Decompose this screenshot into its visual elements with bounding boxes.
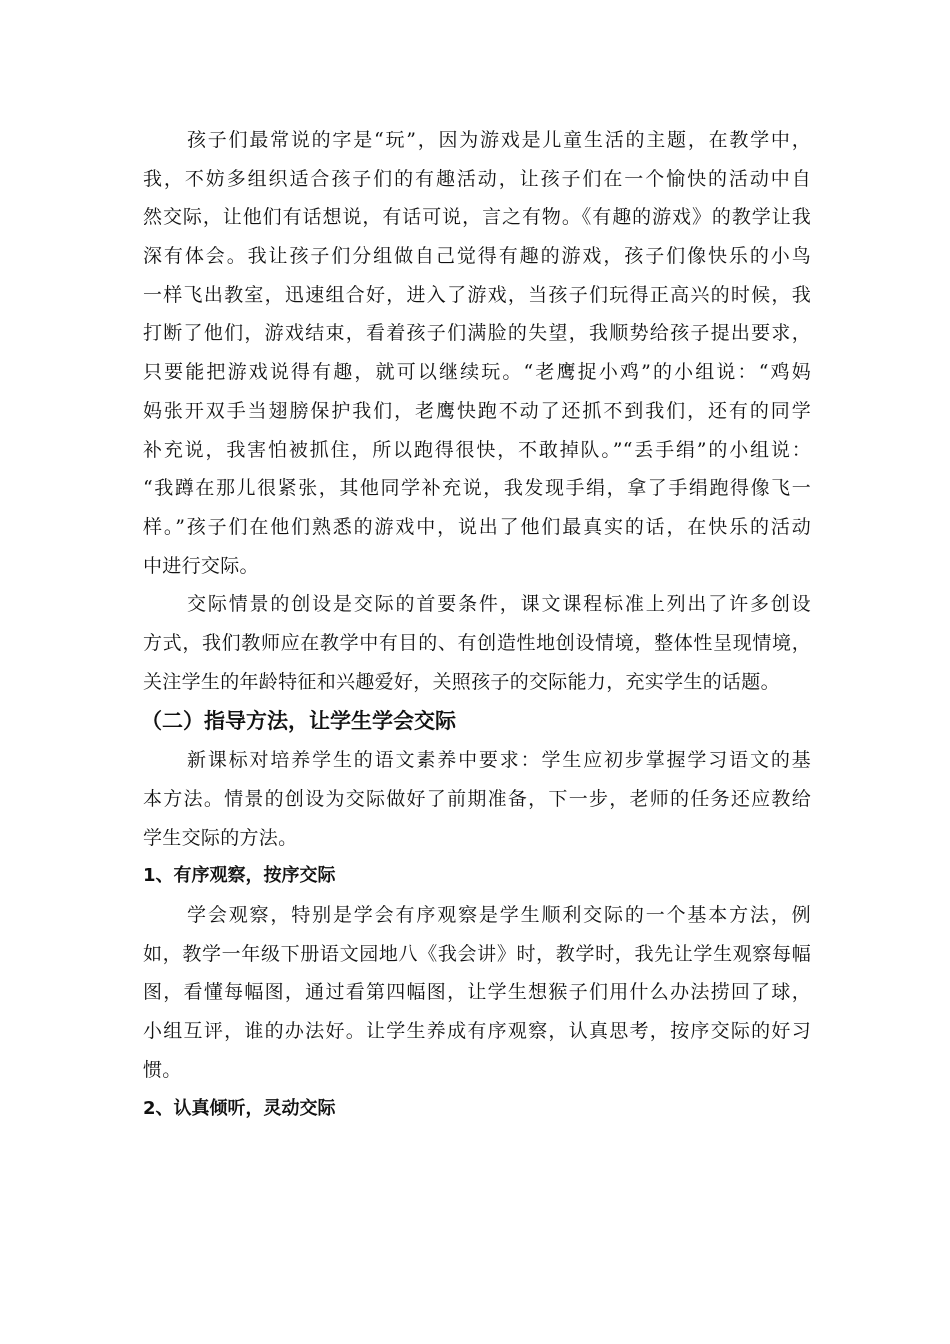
text-line: 惯。 (143, 1058, 182, 1081)
text-line: 一样飞出教室，迅速组合好，进入了游戏，当孩子们玩得正高兴的时候，我 (143, 283, 811, 306)
document-body (143, 121, 811, 1128)
paragraph-observation (143, 896, 811, 1089)
text-line: 中进行交际。 (143, 554, 259, 577)
text-line: “我蹲在那儿很紧张，其他同学补充说，我发现手绢，拿了手绢跑得像飞一 (143, 477, 811, 500)
paragraph-methods (143, 741, 811, 857)
text-line: 只要能把游戏说得有趣，就可以继续玩。“老鹰捉小鸡”的小组说：“鸡妈 (143, 361, 811, 384)
text-line: 然交际，让他们有话想说，有话可说，言之有物。《有趣的游戏》的教学让我 (143, 206, 811, 229)
text-line: 新课标对培养学生的语文素养中要求：学生应初步掌握学习语文的基 (187, 749, 811, 772)
subsection-heading: 1、有序观察，按序交际 (143, 865, 336, 887)
text-line: 如，教学一年级下册语文园地八《我会讲》时，教学时，我先让学生观察每幅 (143, 942, 811, 965)
section-heading: （二）指导方法，让学生学会交际 (141, 709, 456, 734)
paragraph-situation (143, 585, 811, 701)
text-line: 关注学生的年龄特征和兴趣爱好，关照孩子的交际能力，充实学生的话题。 (143, 670, 780, 693)
text-line: 交际情景的创设是交际的首要条件，课文课程标准上列出了许多创设 (187, 593, 811, 616)
text-line: 样。”孩子们在他们熟悉的游戏中，说出了他们最真实的话，在快乐的活动 (143, 515, 811, 538)
text-line: 我，不妨多组织适合孩子们的有趣活动，让孩子们在一个愉快的活动中自 (143, 167, 811, 190)
text-line: 妈张开双手当翅膀保护我们，老鹰快跑不动了还抓不到我们，还有的同学 (143, 399, 811, 422)
text-line: 图，看懂每幅图，通过看第四幅图，让学生想猴子们用什么办法捞回了球， (143, 981, 811, 1004)
text-line: 打断了他们，游戏结束，看着孩子们满脸的失望，我顺势给孩子提出要求， (143, 322, 811, 345)
subsection-heading: 2、认真倾听，灵动交际 (143, 1097, 336, 1119)
text-line: 学生交际的方法。 (143, 826, 298, 849)
text-line: 补充说，我害怕被抓住，所以跑得很快，不敢掉队。”“丢手绢”的小组说： (143, 438, 811, 461)
text-line: 本方法。情景的创设为交际做好了前期准备，下一步，老师的任务还应教给 (143, 788, 811, 810)
text-line: 学会观察，特别是学会有序观察是学生顺利交际的一个基本方法，例 (187, 904, 811, 927)
text-line: 深有体会。我让孩子们分组做自己觉得有趣的游戏，孩子们像快乐的小鸟 (143, 245, 811, 268)
text-line: 小组互评，谁的办法好。让学生养成有序观察，认真思考，按序交际的好习 (143, 1020, 811, 1043)
text-line: 孩子们最常说的字是“玩”，因为游戏是儿童生活的主题，在教学中， (187, 129, 811, 151)
paragraph-games (143, 121, 811, 585)
text-line: 方式，我们教师应在教学中有目的、有创造性地创设情境，整体性呈现情境， (143, 631, 811, 654)
